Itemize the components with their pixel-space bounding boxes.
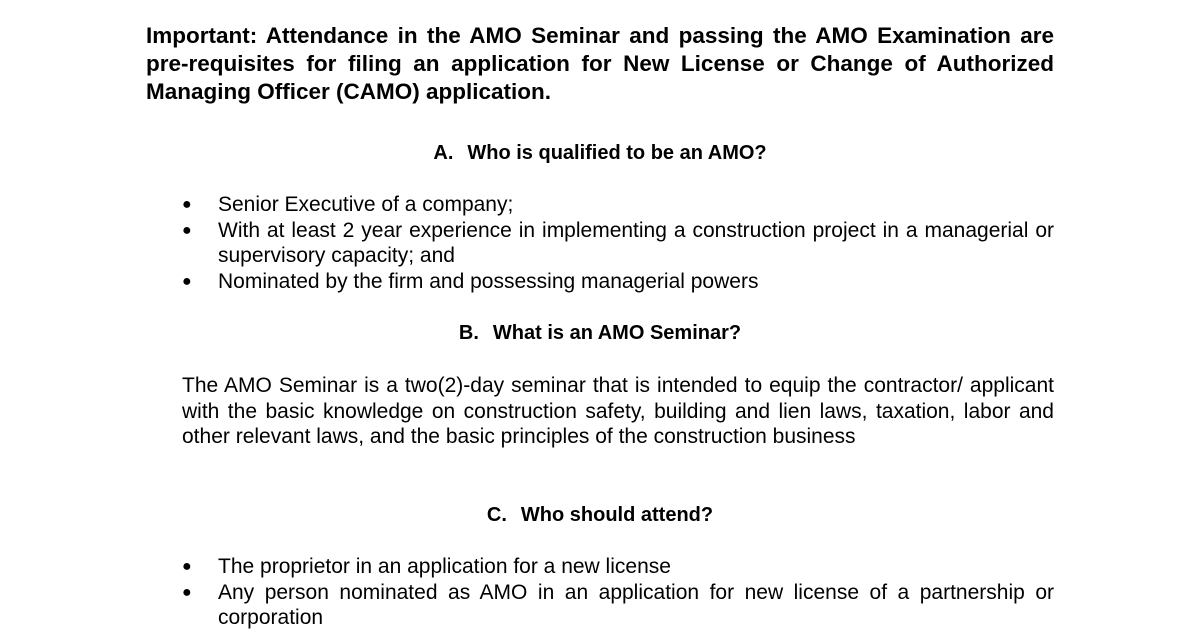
section-b-heading bbox=[146, 320, 1054, 346]
seminar-description: The AMO Seminar is a two(2)-day seminar that is intended to equip the contractor/ applicant with the basic knowledge on construction safety, building and lien laws, taxation, labor and other relevant laws, and the basic principles of the construction business bbox=[182, 374, 1054, 448]
important-notice: Important: Attendance in the AMO Seminar and passing the AMO Examination are pre-requisites for filing an application for New License or Change of Authorized Managing Officer (CAMO) application. bbox=[146, 23, 1054, 104]
bullet-icon: ● bbox=[182, 558, 192, 575]
list-item bbox=[146, 554, 1054, 580]
list-item-text: The proprietor in an application for a new license bbox=[218, 555, 671, 578]
list-item bbox=[146, 218, 1054, 269]
bullet-icon: ● bbox=[182, 221, 192, 239]
list-item-text: Any person nominated as AMO in an application for new license of a partnership or corporation bbox=[218, 580, 1054, 629]
bullet-icon: ● bbox=[182, 272, 192, 290]
bullet-icon: ● bbox=[182, 196, 192, 213]
list-item bbox=[146, 192, 1054, 218]
section-c-title: Who should attend? bbox=[520, 504, 714, 526]
qualification-list bbox=[146, 192, 1054, 294]
section-a-heading bbox=[146, 140, 1054, 166]
section-c-heading bbox=[146, 502, 1054, 528]
list-item-text: Senior Executive of a company; bbox=[218, 193, 514, 216]
section-b-label: B. bbox=[458, 322, 479, 344]
list-item bbox=[146, 269, 1054, 295]
section-b-title: What is an AMO Seminar? bbox=[492, 322, 742, 344]
list-item bbox=[146, 580, 1054, 631]
attendee-list bbox=[146, 554, 1054, 631]
bullet-icon: ● bbox=[182, 583, 192, 601]
section-a-label: A. bbox=[433, 142, 454, 164]
list-item-text: Nominated by the firm and possessing managerial powers bbox=[218, 269, 759, 293]
section-a-title: Who is qualified to be an AMO? bbox=[467, 142, 767, 164]
list-item-text: With at least 2 year experience in implementing a construction project in a managerial or supervisory capacity; and bbox=[218, 218, 1054, 267]
section-c-label: C. bbox=[486, 504, 507, 526]
